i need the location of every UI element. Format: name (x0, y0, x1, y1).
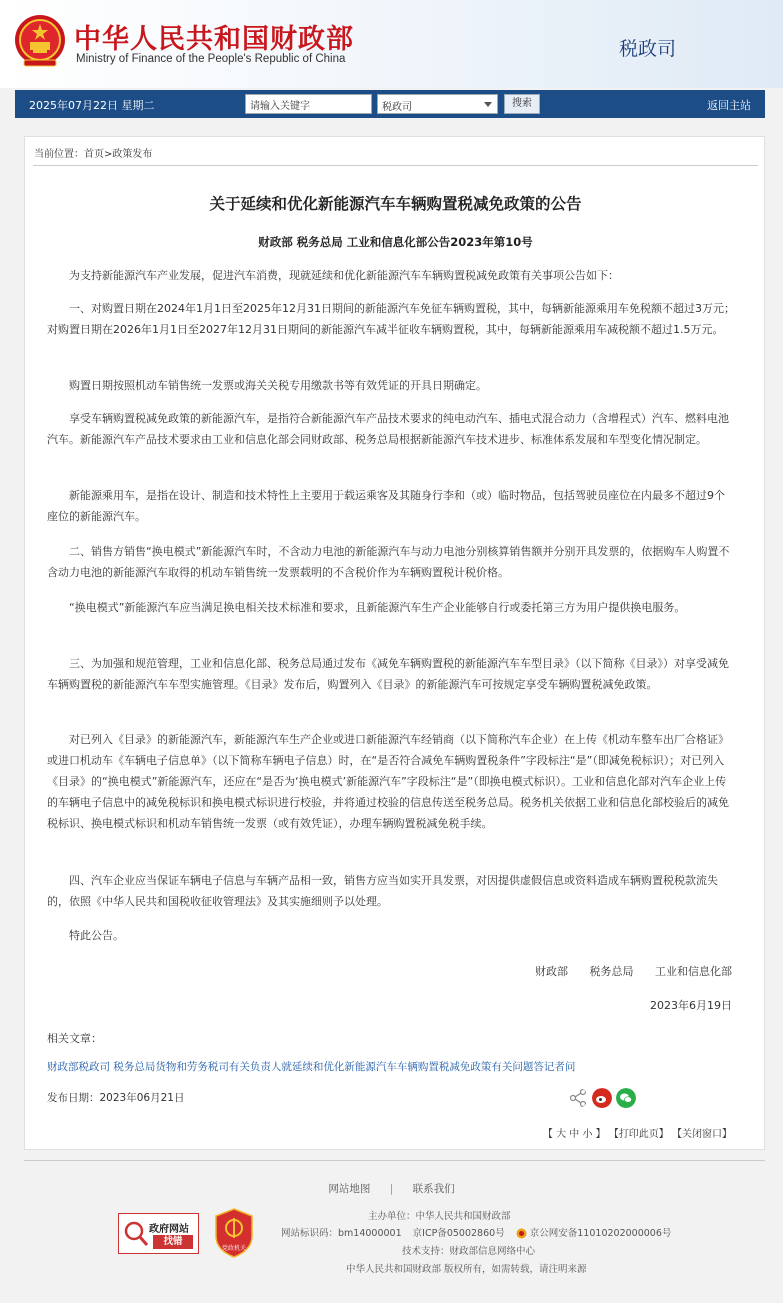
divider (33, 165, 758, 166)
gov-badge-find-error: 找错 (153, 1235, 193, 1249)
site-header (0, 0, 783, 88)
footer-tech-support: 技术支持：财政部信息网络中心 (402, 1246, 536, 1257)
close-window-button[interactable]: 【关闭窗口】 (672, 1129, 732, 1140)
nav-bar (15, 90, 765, 118)
party-badge-label: 党政机关 (221, 1245, 246, 1252)
footer-separator: | (389, 1183, 394, 1195)
footer-sponsor: 主办单位：中华人民共和国财政部 (368, 1211, 511, 1222)
article-container (24, 136, 765, 1150)
paragraph: 对已列入《目录》的新能源汽车，新能源汽车生产企业或进口新能源汽车经销商（以下简称汽车企业）在上传《机动车整车出厂合格证》或进口机动车《车辆电子信息单》（以下简称车辆电子信息）时，在“是否符合减免车辆购置税条件”字段标注“是”（即减免税标识）；对已列入《目录》的“换电模式”新能源汽车，还应在“是否为‘换电模式’新能源汽车”字段标注“是”（即换电模式标识）。工业和信息化部对汽车企业上传的车辆电子信息中的减免税标识和换电模式标识进行校验，并将通过校验的信息传送至税务总局。税务机关依据工业和信息化部校验后的减免税标识、换电模式标识和机动车销售统一发票（或有效凭证），办理车辆购置税减免税手续。 (47, 733, 729, 830)
footer-site-id-row (281, 1225, 671, 1239)
police-record-link[interactable]: 京公网安备11010202000006号 (529, 1228, 672, 1239)
paragraph: “换电模式”新能源汽车应当满足换电相关技术标准和要求，且新能源汽车生产企业能够自行或委托第三方为用户提供换电服务。 (69, 601, 686, 614)
icp-link[interactable]: 京ICP备05002860号 (412, 1228, 505, 1239)
sign-date: 2023年6月19日 (650, 999, 732, 1012)
department-name: 税政司 (619, 38, 677, 60)
paragraph: 特此公告。 (69, 929, 124, 942)
return-home-link[interactable]: 返回主站 (707, 99, 751, 112)
weibo-icon[interactable] (592, 1088, 612, 1108)
site-map-link[interactable]: 网站地图 (328, 1183, 371, 1195)
search-input[interactable] (245, 94, 372, 114)
related-article-link[interactable]: 财政部税政司 税务总局货物和劳务税司有关负责人就延续和优化新能源汽车车辆购置税减免政策有关问题答记者问 (47, 1061, 576, 1073)
site-title: 中华人民共和国财政部 (74, 24, 354, 55)
contact-us-link[interactable]: 联系我们 (412, 1183, 455, 1195)
paragraph: 购置日期按照机动车销售统一发票或海关关税专用缴款书等有效凭证的开具日期确定。 (69, 379, 487, 392)
paragraph: 新能源乘用车，是指在设计、制造和技术特性上主要用于载运乘客及其随身行李和（或）临时物品，包括驾驶员座位在内最多不超过9个座位的新能源汽车。 (47, 489, 725, 523)
search-button[interactable]: 搜索 (504, 94, 540, 114)
share-icon[interactable] (568, 1088, 588, 1108)
gov-site-error-badge[interactable] (118, 1213, 199, 1254)
footer-copyright: 中华人民共和国财政部 版权所有，如需转载，请注明来源 (346, 1264, 587, 1275)
article-title: 关于延续和优化新能源汽车车辆购置税减免政策的公告 (209, 195, 582, 213)
wechat-icon[interactable] (616, 1088, 636, 1108)
site-identifier: 网站标识码：bm14000001 (281, 1228, 402, 1239)
paragraph: 享受车辆购置税减免政策的新能源汽车，是指符合新能源汽车产品技术要求的纯电动汽车、插电式混合动力（含增程式）汽车、燃料电池汽车。新能源汽车产品技术要求由工业和信息化部会同财政部、税务总局根据新能源汽车技术进步、标准体系发展和车型变化情况制定。 (47, 412, 729, 446)
gov-badge-title: 政府网站 (149, 1224, 189, 1235)
paragraph: 四、汽车企业应当保证车辆电子信息与车辆产品相一致，销售方应当如实开具发票，对因提供虚假信息或资料造成车辆购置税税款流失的，依照《中华人民共和国税收征收管理法》及其实施细则予以处理。 (47, 874, 718, 908)
font-size-toggle[interactable]: 【 大 中 小 】 (542, 1129, 606, 1140)
paragraph: 二、销售方销售“换电模式”新能源汽车时，不含动力电池的新能源汽车与动力电池分别核算销售额并分别开具发票的，依据购车人购置不含动力电池的新能源汽车取得的机动车销售统一发票载明的不含税价作为车辆购置税计税价格。 (47, 545, 730, 579)
related-articles-label: 相关文章： (47, 1032, 102, 1045)
paragraph: 一、对购置日期在2024年1月1日至2025年12月31日期间的新能源汽车免征车辆购置税，其中，每辆新能源乘用车免税额不超过3万元；对购置日期在2026年1月1日至2027年12月31日期间的新能源汽车减半征收车辆购置税，其中，每辆新能源乘用车减税额不超过1.5万元。 (47, 302, 735, 336)
department-select[interactable] (377, 94, 498, 114)
paragraph: 三、为加强和规范管理，工业和信息化部、税务总局通过发布《减免车辆购置税的新能源汽车车型目录》（以下简称《目录》）对享受减免车辆购置税的新能源汽车车型实施管理。《目录》发布后，购置列入《目录》的新能源汽车可按规定享受车辆购置税减免政策。 (47, 657, 729, 691)
current-date: 2025年07月22日 星期二 (29, 99, 155, 112)
footer-links (0, 1181, 783, 1196)
breadcrumb[interactable]: 当前位置：首页>政策发布 (34, 149, 153, 160)
site-title-english: Ministry of Finance of the People's Republic of China (76, 53, 346, 65)
party-organ-badge[interactable] (214, 1208, 254, 1258)
publish-date: 发布日期：2023年06月21日 (47, 1092, 185, 1104)
footer-divider (24, 1160, 765, 1161)
paragraph: 为支持新能源汽车产业发展，促进汽车消费，现就延续和优化新能源汽车车辆购置税减免政策有关事项公告如下： (69, 269, 619, 282)
signatories: 财政部 税务总局 工业和信息化部 (535, 965, 732, 978)
department-select-value: 税政司 (382, 102, 412, 113)
document-number: 财政部 税务总局 工业和信息化部公告2023年第10号 (258, 235, 533, 249)
national-emblem-icon (14, 14, 66, 68)
article-tools (543, 1125, 732, 1140)
print-button[interactable]: 【打印此页】 (608, 1129, 669, 1140)
police-badge-icon (516, 1228, 527, 1239)
chevron-down-icon (484, 102, 492, 107)
magnifier-icon (123, 1220, 149, 1248)
